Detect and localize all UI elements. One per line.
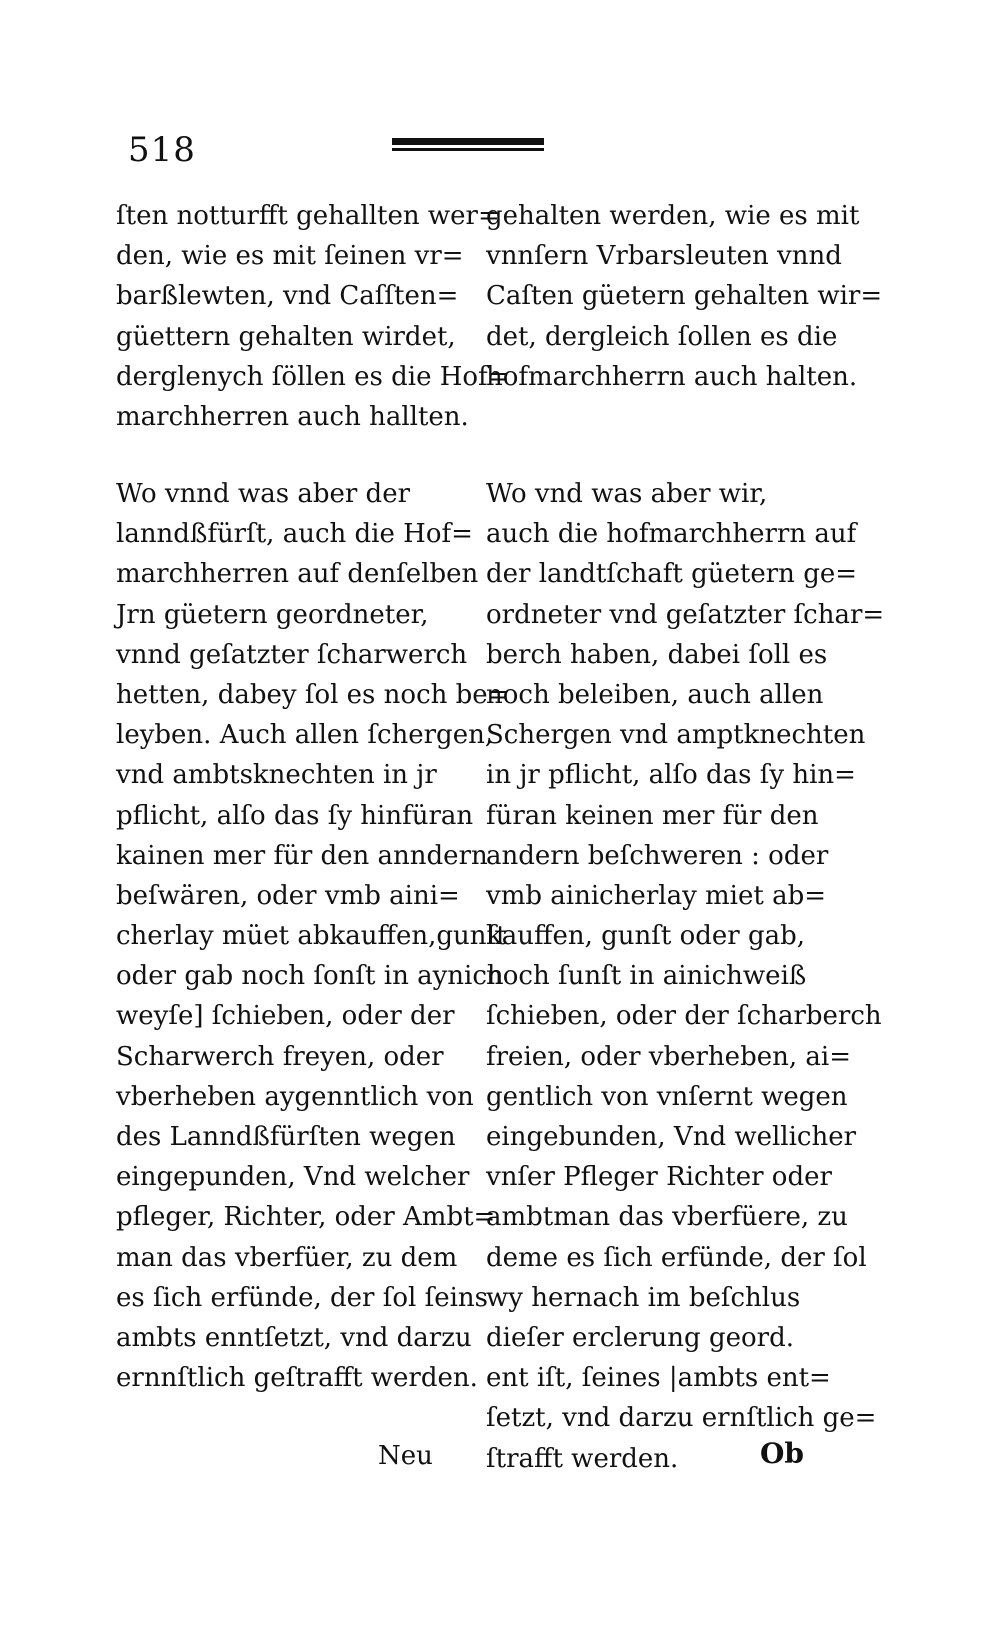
text-line: vnnd geſatzter ſcharwerch — [116, 639, 468, 670]
text-line: der landtſchaft güetern ge= — [486, 559, 858, 590]
text-line: in jr pflicht, alſo das ſy hin= — [486, 760, 856, 791]
text-line: Wo vnnd was aber der — [116, 479, 411, 509]
text-line: noch ſunſt in ainichweiß — [486, 961, 807, 992]
text-line: füran keinen mer für den — [486, 800, 819, 831]
ornament-bar-thick — [392, 138, 544, 145]
left-column-paragraph-1 — [116, 196, 510, 437]
text-line: andern beſchweren : oder — [486, 840, 829, 871]
text-line: ambtman das vberfüere, zu — [486, 1202, 848, 1233]
ornament-bar-thin — [392, 148, 544, 151]
text-line: eingebunden, Vnd wellicher — [486, 1122, 857, 1152]
text-line: Wo vnd was aber wir, — [486, 479, 768, 509]
text-line: leyben. Auch allen ſchergen, — [116, 720, 494, 751]
text-line: lanndßfürſt, auch die Hof= — [116, 519, 473, 550]
text-line: barßlewten, vnd Caſſten= — [116, 281, 459, 312]
text-line: es ſich erfünde, der ſol ſeins — [116, 1282, 488, 1313]
text-line: Jrn güetern geordneter, — [116, 599, 429, 630]
text-line: gehalten werden, wie es mit — [486, 201, 860, 231]
text-line: kainen mer für den anndern — [116, 840, 488, 871]
text-line: man das vberfüer, zu dem — [116, 1242, 458, 1273]
text-line: vberheben aygenntlich von — [116, 1081, 474, 1112]
text-line: marchherren auf denſelben — [116, 559, 479, 590]
text-line: ernnſtlich geſtrafft werden. — [116, 1363, 478, 1394]
text-line: ent iſt, ſeines |ambts ent= — [486, 1363, 831, 1394]
text-line: vnſer Pfleger Richter oder — [486, 1162, 832, 1193]
text-line: ſtrafft werden. — [486, 1443, 679, 1474]
text-line: ordneter vnd geſatzter ſchar= — [486, 599, 885, 630]
text-line: dieſer erclerung geord. — [486, 1322, 794, 1353]
catchword-left: Neu — [378, 1441, 433, 1471]
text-line: ſten notturfft gehallten wer= — [116, 201, 500, 231]
text-line: vnnſern Vrbarsleuten vnnd — [486, 241, 842, 272]
text-line: hetten, dabey ſol es noch be= — [116, 679, 510, 710]
text-line: berch haben, dabei ſoll es — [486, 639, 828, 670]
text-line: gentlich von vnſernt wegen — [486, 1081, 848, 1112]
text-line: ambts enntſetzt, vnd darzu — [116, 1322, 472, 1353]
text-line: Scharwerch freyen, oder — [116, 1041, 444, 1072]
text-line: beſwären, oder vmb aini= — [116, 880, 460, 911]
text-line: marchherren auch hallten. — [116, 401, 469, 432]
text-line: den, wie es mit ſeinen vr= — [116, 241, 464, 272]
text-line: güettern gehalten wirdet, — [116, 321, 456, 352]
text-line: wy hernach im beſchlus — [486, 1282, 801, 1313]
text-line: det, dergleich ſollen es die — [486, 321, 838, 352]
text-line: noch beleiben, auch allen — [486, 679, 824, 710]
text-line: weyſe] ſchieben, oder der — [116, 1001, 455, 1032]
right-column-paragraph-1 — [486, 196, 883, 397]
text-line: derglenych ſöllen es die Hof= — [116, 361, 510, 392]
text-line: cherlay müet abkauffen,gunſt — [116, 921, 507, 952]
text-line: deme es ſich erfünde, der ſol — [486, 1242, 867, 1273]
text-line: pfleger, Richter, oder Ambt= — [116, 1202, 496, 1233]
text-line: kauffen, gunſt oder gab, — [486, 921, 806, 952]
right-column-paragraph-2 — [486, 474, 885, 1479]
text-line: Caſten güetern gehalten wir= — [486, 281, 883, 312]
text-line: auch die hofmarchherrn auf — [486, 519, 857, 550]
text-line: des Lanndßfürſten wegen — [116, 1122, 456, 1152]
page-number: 518 — [128, 130, 196, 170]
text-line: pflicht, alſo das ſy hinfüran — [116, 800, 474, 831]
text-line: freien, oder vberheben, ai= — [486, 1041, 851, 1072]
text-line: Schergen vnd amptknechten — [486, 720, 866, 751]
catchword-right: Ob — [760, 1437, 804, 1470]
header-ornament — [392, 138, 544, 152]
text-line: ſchieben, oder der ſcharberch — [486, 1001, 882, 1032]
text-line: vnd ambtsknechten in jr — [116, 760, 437, 791]
text-line: ſetzt, vnd darzu ernſtlich ge= — [486, 1403, 877, 1434]
text-line: vmb ainicherlay miet ab= — [486, 880, 827, 911]
text-line: hofmarchherrn auch halten. — [486, 361, 858, 392]
text-line: oder gab noch ſonſt in aynich — [116, 961, 504, 992]
text-line: eingepunden, Vnd welcher — [116, 1162, 470, 1193]
left-column-paragraph-2 — [116, 474, 510, 1398]
